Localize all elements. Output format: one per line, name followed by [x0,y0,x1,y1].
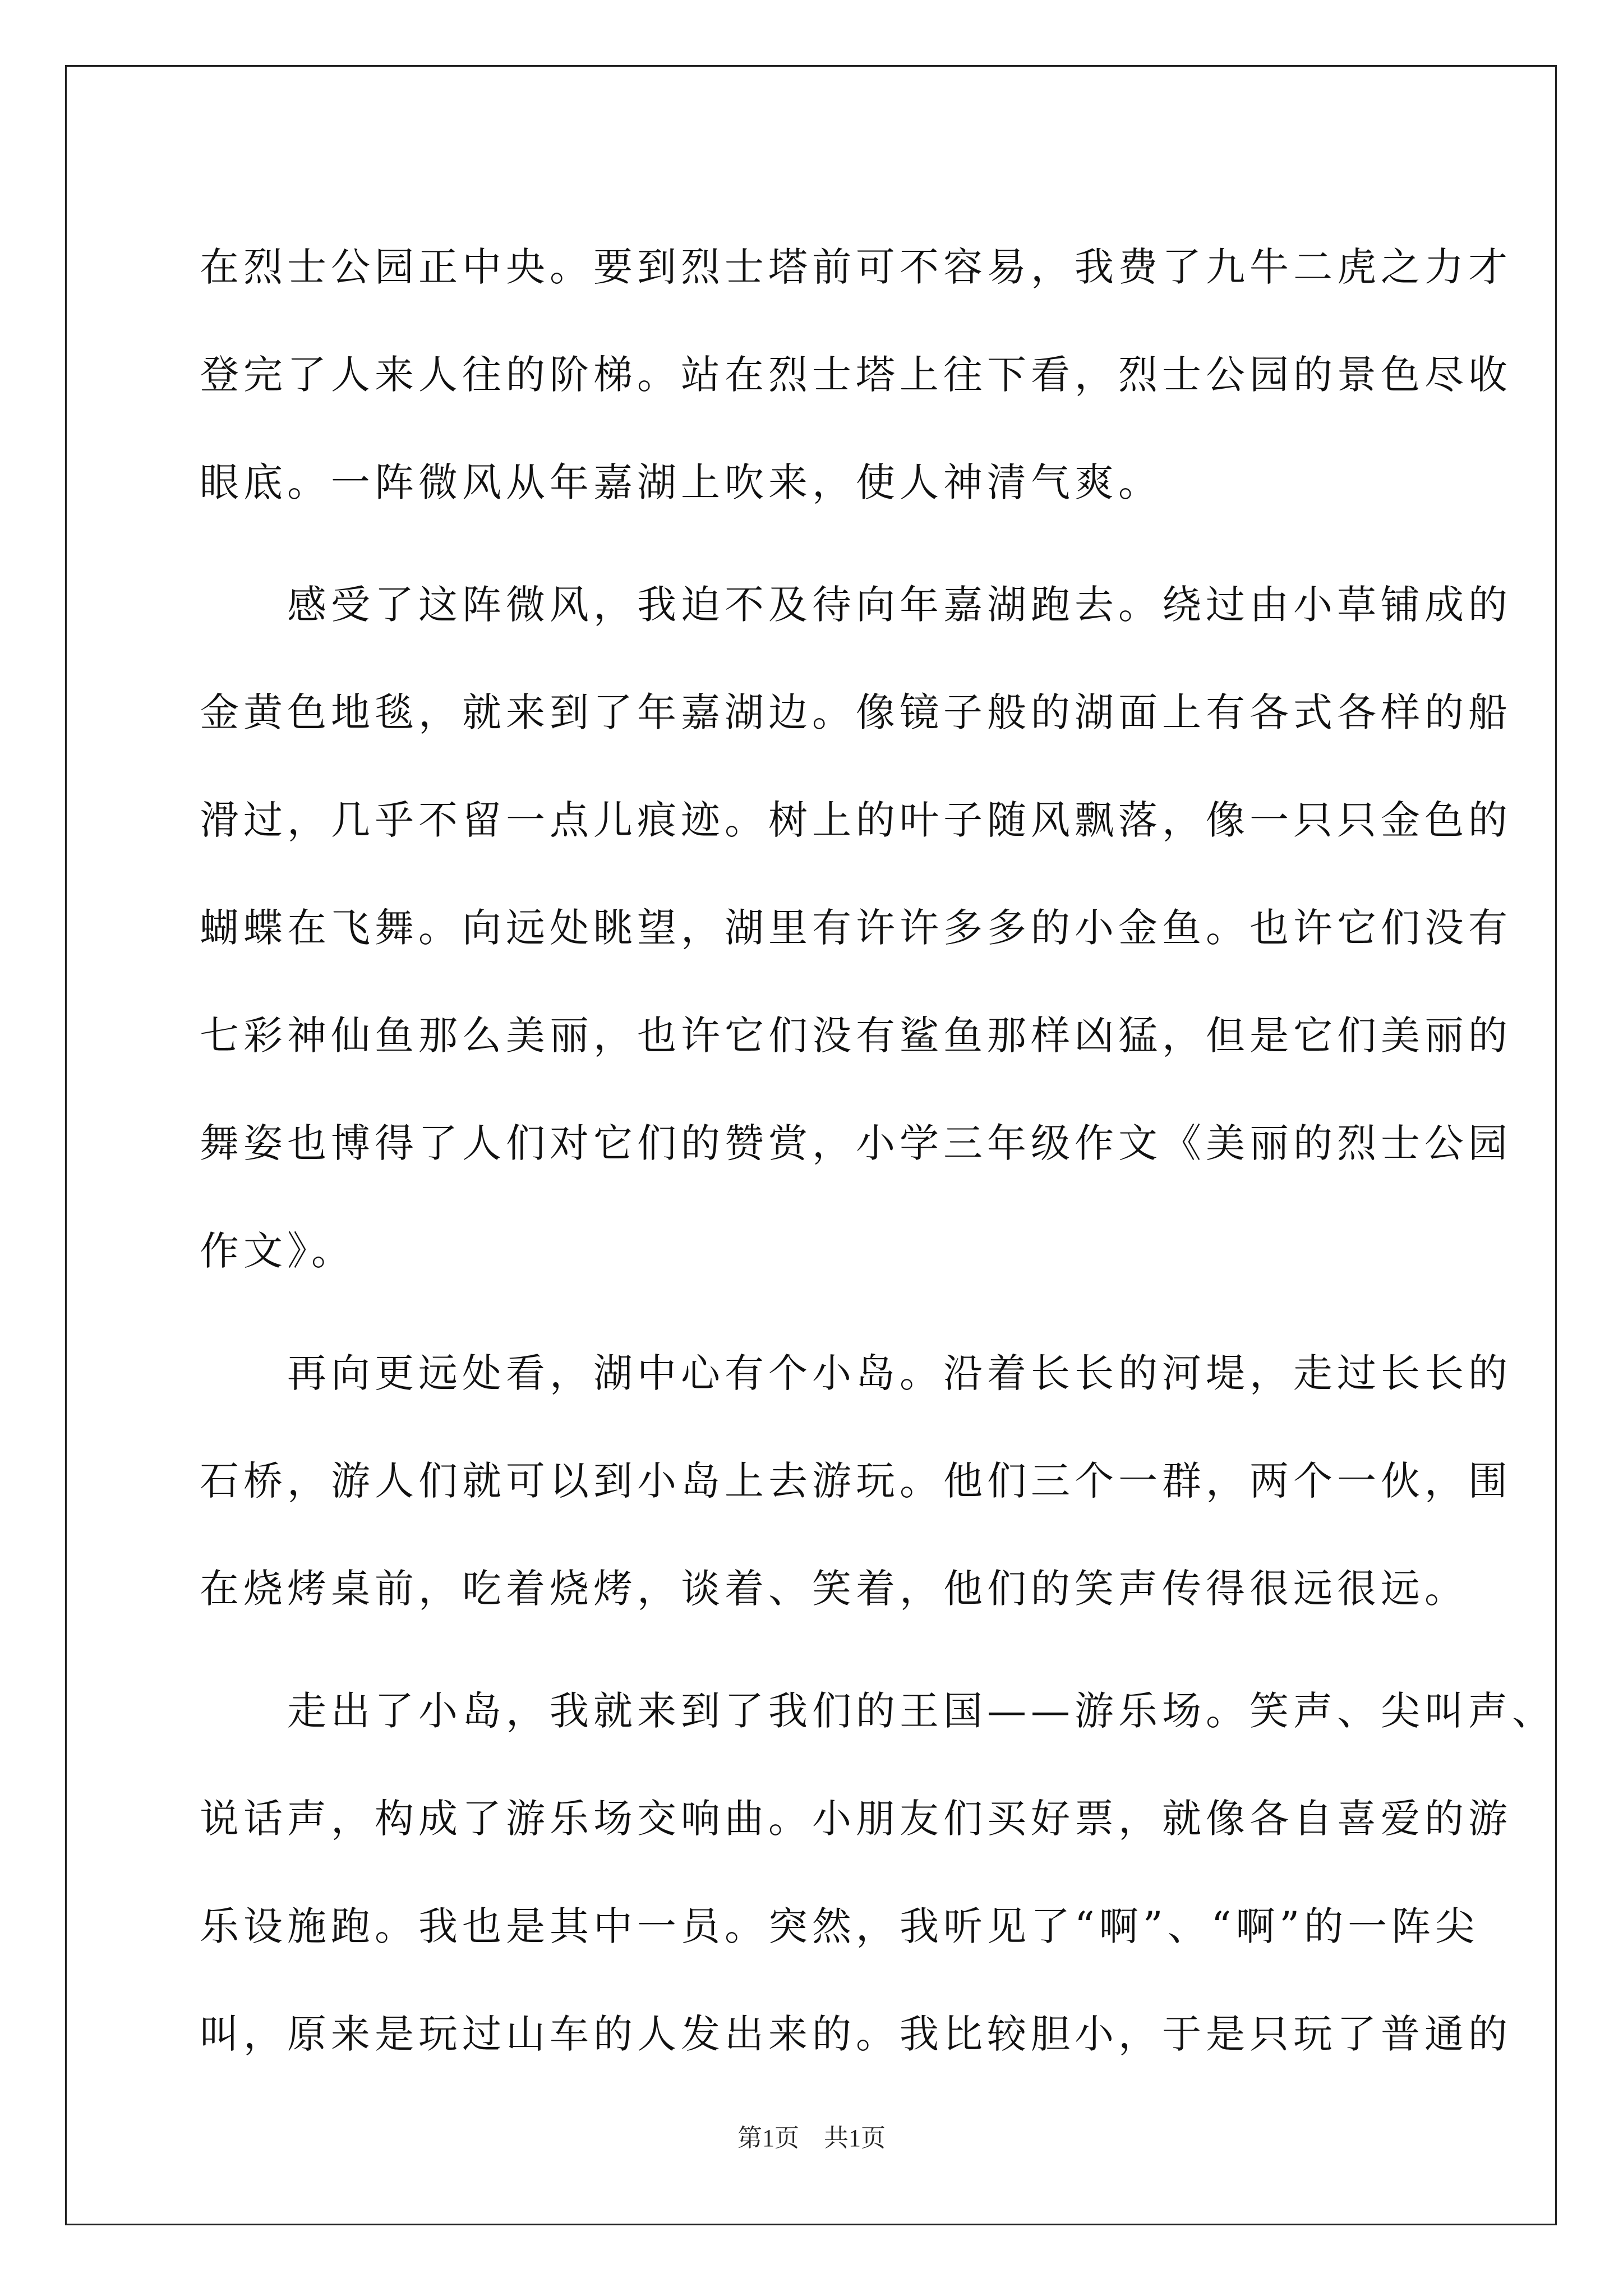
text-line: 作文》。 [200,1228,355,1274]
text-line: 乐设施跑。我也是其中一员。突然，我听见了“啊”、“啊”的一阵尖 [200,1903,1479,1949]
text-line: 走出了小岛，我就来到了我们的王国——游乐场。笑声、尖叫声、 [200,1688,1556,1734]
text-line: 说话声，构成了游乐场交响曲。小朋友们买好票，就像各自喜爱的游 [200,1796,1512,1842]
text-line: 石桥，游人们就可以到小岛上去游玩。他们三个一群，两个一伙，围 [200,1458,1512,1504]
page-footer: 第1页 共1页 [737,2124,886,2152]
text-line: 在烧烤桌前，吃着烧烤，谈着、笑着，他们的笑声传得很远很远。 [200,1566,1468,1612]
text-line: 再向更远处看，湖中心有个小岛。沿着长长的河堤，走过长长的 [200,1350,1512,1396]
text-line: 登完了人来人往的阶梯。站在烈士塔上往下看，烈士公园的景色尽收 [200,352,1512,398]
text-line: 蝴蝶在飞舞。向远处眺望，湖里有许许多多的小金鱼。也许它们没有 [200,905,1512,951]
text-line: 在烈士公园正中央。要到烈士塔前可不容易，我费了九牛二虎之力才 [200,244,1512,290]
text-line: 七彩神仙鱼那么美丽，也许它们没有鲨鱼那样凶猛，但是它们美丽的 [200,1013,1512,1059]
text-line: 叫，原来是玩过山车的人发出来的。我比较胆小，于是只玩了普通的 [200,2011,1512,2057]
text-line: 滑过，几乎不留一点儿痕迹。树上的叶子随风飘落，像一只只金色的 [200,797,1512,843]
document-body [200,213,1556,2088]
text-line: 感受了这阵微风，我迫不及待向年嘉湖跑去。绕过由小草铺成的 [200,582,1512,628]
text-line: 舞姿也博得了人们对它们的赞赏，小学三年级作文《美丽的烈士公园 [200,1120,1512,1166]
text-line: 眼底。一阵微风从年嘉湖上吹来，使人神清气爽。 [200,459,1162,505]
text-line: 金黄色地毯，就来到了年嘉湖边。像镜子般的湖面上有各式各样的船 [200,689,1512,735]
